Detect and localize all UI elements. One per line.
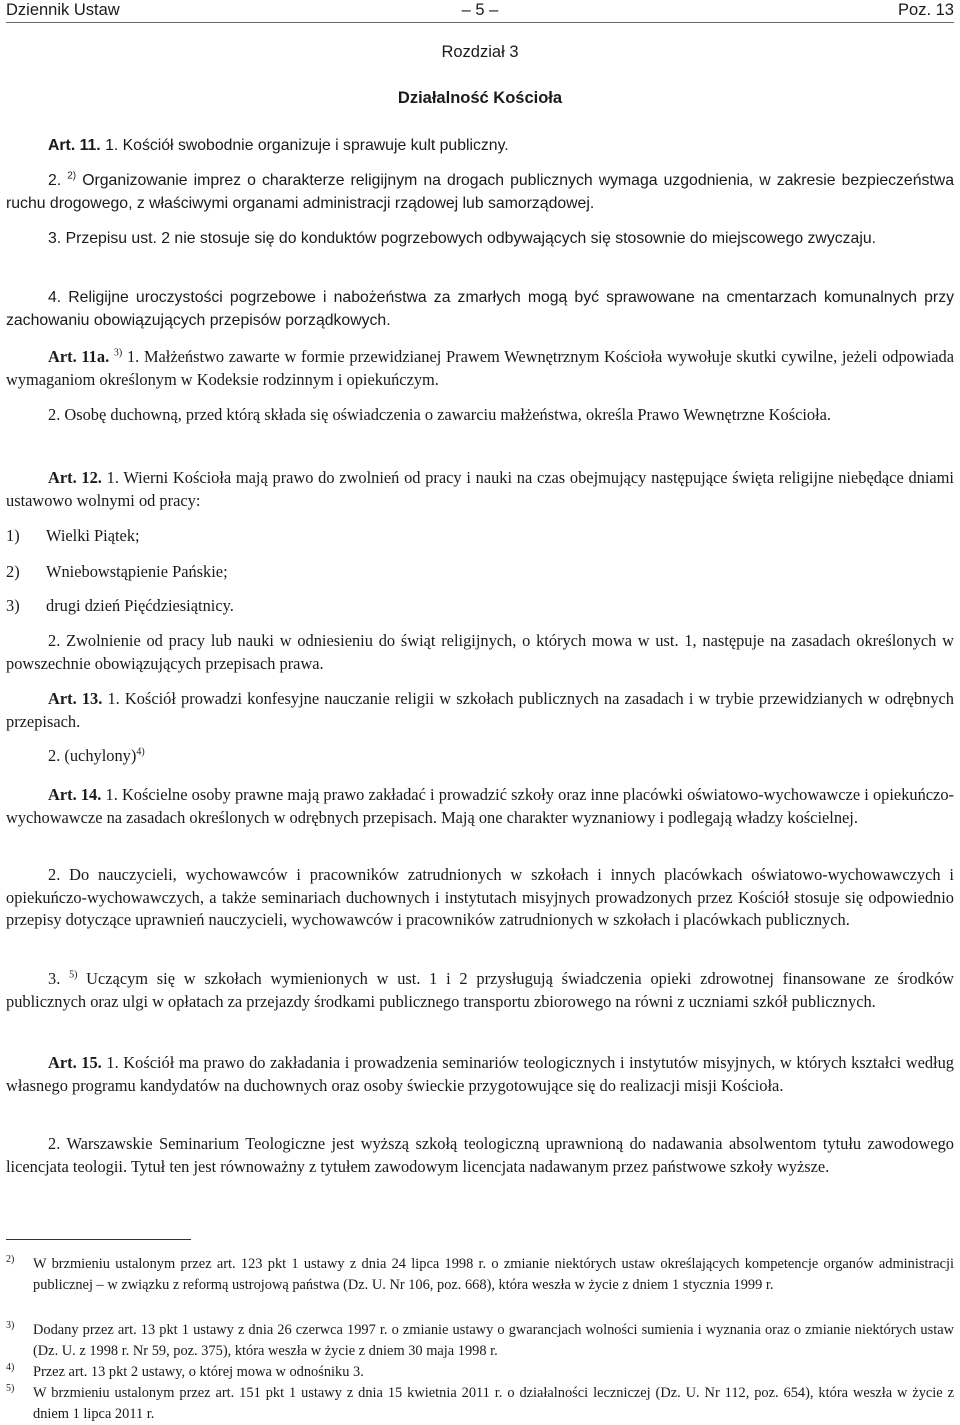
- art11a-para1: Art. 11a. $^{3)}$ 1. Małżeństwo zawarte w formie przewidzianej Prawem Wewnętrznym Kościoła wywołuje skutki cywilne, jeżeli odpowiada wymaganiom określonym w Kodeksie rodzinnym i opiekuńczym.: [6, 347, 954, 389]
- footnote-separator: [6, 1239, 191, 1240]
- art15-para1: Art. 15. 1. Kościół ma prawo do zakładania i prowadzenia seminariów teologicznych i instytutów misyjnych, w których kształci według własnego programu kandydatów na duchownych oraz osoby świeckie przygotowujące się do realizacji misji Kościoła.: [6, 1053, 954, 1095]
- footnote-text: Przez art. 13 pkt 2 ustawy, o której mowa w odnośniku 3.: [33, 1364, 364, 1380]
- footnote-ref[interactable]: 4): [136, 746, 145, 758]
- journal-name: Dziennik Ustaw: [6, 1, 120, 19]
- list-item: 2) Wniebowstąpienie Pańskie;: [6, 562, 228, 581]
- art12-para2: 2. Zwolnienie od pracy lub nauki w odniesieniu do świąt religijnych, o których mowa w ust. 1, następuje na zasadach określonych w powszechnie obowiązujących przepisach prawa.: [6, 631, 954, 673]
- art12-para1: Art. 12. 1. Wierni Kościoła mają prawo do zwolnień od pracy i nauki na czas obejmujący następujące święta religijne niebędące dniami ustawowo wolnymi od pracy:: [6, 468, 954, 510]
- footnote-mark: 3): [6, 1320, 15, 1331]
- footnote-mark: 4): [6, 1362, 15, 1373]
- footnote-mark: 5): [6, 1383, 15, 1394]
- footnote: [6, 1383, 954, 1424]
- footnote: [6, 1254, 954, 1295]
- list-item: 3) drugi dzień Pięćdziesiątnicy.: [6, 596, 234, 615]
- art11-para4: 4. Religijne uroczystości pogrzebowe i nabożeństwa za zmarłych mogą być sprawowane na cmentarzach komunalnych przy zachowaniu obowiązujących przepisów porządkowych.: [6, 289, 954, 329]
- art13-para2: 2. (uchylony)$^{4)}$: [48, 746, 145, 765]
- footnote-ref[interactable]: 5): [69, 969, 78, 981]
- footnote: [6, 1320, 954, 1361]
- art13-para1: Art. 13. 1. Kościół prowadzi konfesyjne nauczanie religii w szkołach publicznych na zasadach i w trybie przewidzianych w odrębnych przepisach.: [6, 689, 954, 731]
- footnote-ref[interactable]: 3): [113, 347, 123, 359]
- art15-para2: 2. Warszawskie Seminarium Teologiczne jest wyższą szkołą teologiczną uprawnioną do nadawania absolwentom tytułu zawodowego licencjata teologii. Tytuł ten jest równoważny z tytułem zawodowym licencjata nadawanym przez państwowe szkoły wyższe.: [6, 1134, 954, 1176]
- footnote-text: W brzmieniu ustalonym przez art. 151 pkt 1 ustawy z dnia 15 kwietnia 2011 r. o działalności leczniczej (Dz. U. Nr 112, poz. 654), która weszła w życie z dniem 1 lipca 2011 r.: [33, 1385, 954, 1422]
- art11-para1: Art. 11. 1. Kościół swobodnie organizuje i sprawuje kult publiczny.: [48, 137, 509, 154]
- art11-para3: 3. Przepisu ust. 2 nie stosuje się do konduktów pogrzebowych odbywających się stosownie do miejscowego zwyczaju.: [48, 230, 877, 247]
- footnote-ref[interactable]: 2): [67, 170, 77, 182]
- chapter-title: Działalność Kościoła: [397, 89, 563, 107]
- art14-para3: 3. $^{5)}$ Uczącym się w szkołach wymienionych w ust. 1 i 2 przysługują świadczenia opieki zdrowotnej finansowane ze środków publicznych oraz ulgi w opłatach za przejazdy środkami publicznego transportu zbiorowego na równi z uczniami szkół publicznych.: [6, 969, 954, 1011]
- chapter-number: Rozdział 3: [441, 43, 519, 61]
- art11-para2: 2. $^{2)}$ Organizowanie imprez o charakterze religijnym na drogach publicznych wymaga uzgodnienia, w zakresie bezpieczeństwa ruchu drogowego, z właściwymi organami administracji rządowej lub samorządowej.: [6, 170, 954, 212]
- footnote-text: W brzmieniu ustalonym przez art. 123 pkt 1 ustawy z dnia 24 lipca 1998 r. o zmianie niektórych ustaw określających kompetencje organów administracji publicznej – w związku z reformą ustrojową państwa (Dz. U. Nr 106, poz. 668), która weszła w życie z dniem 1 stycznia 1999 r.: [33, 1256, 954, 1293]
- art14-para1: Art. 14. 1. Kościelne osoby prawne mają prawo zakładać i prowadzić szkoły oraz inne placówki oświatowo-wychowawcze i opiekuńczo-wychowawcze na zasadach określonych w odrębnych przepisach. Mają one charakter wyznaniowy i podlegają władzy kościelnej.: [6, 785, 954, 827]
- footnote-mark: 2): [6, 1254, 15, 1265]
- page-header: [6, 0, 954, 23]
- art11a-para2: 2. Osobę duchowną, przed którą składa się oświadczenia o zawarciu małżeństwa, określa Prawo Wewnętrzne Kościoła.: [48, 405, 832, 424]
- list-item: 1) Wielki Piątek;: [6, 526, 140, 545]
- footnote-text: Dodany przez art. 13 pkt 1 ustawy z dnia 26 czerwca 1997 r. o zmianie ustawy o gwarancjach wolności sumienia i wyznania oraz o zmianie niektórych ustaw (Dz. U. z 1998 r. Nr 59, poz. 375), która weszła w życie z dniem 30 maja 1998 r.: [33, 1322, 954, 1359]
- page-number: – 5 –: [461, 1, 499, 19]
- art14-para2: 2. Do nauczycieli, wychowawców i pracowników zatrudnionych w szkołach i innych placówkach oświatowo-wychowawczych i opiekuńczo-wychowawczych, a także seminariach duchownych i instytutach misyjnych prowadzonych przez Kościół stosuje się odpowiednio przepisy dotyczące uprawnień nauczycieli, wychowawców i pracowników zatrudnionych w szkołach i placówkach publicznych.: [6, 865, 954, 930]
- footnote: [6, 1362, 954, 1383]
- position-number: Poz. 13: [898, 1, 954, 19]
